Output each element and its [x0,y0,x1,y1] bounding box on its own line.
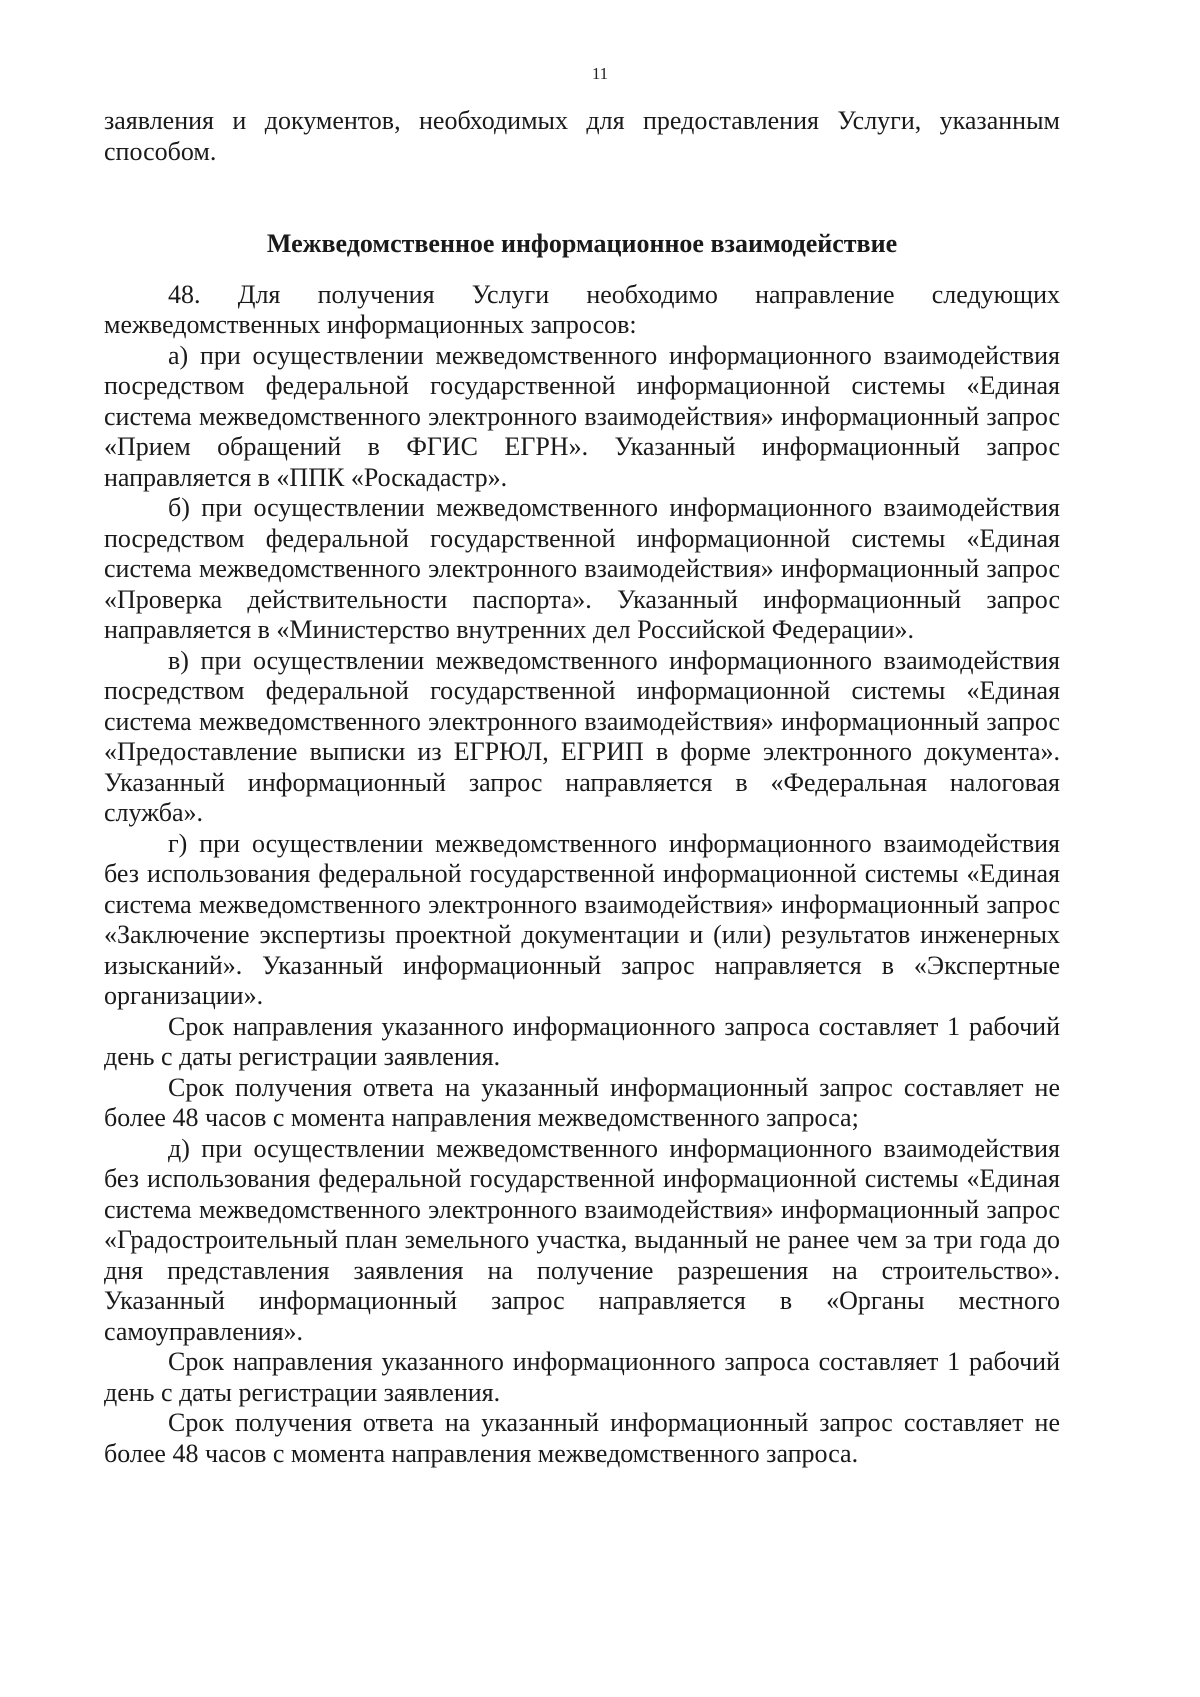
paragraph-intro: заявления и документов, необходимых для предоставления Услуги, указанным способом. [104,106,1060,166]
paragraph-item-b: б) при осуществлении межведомственного информационного взаимодействия посредством федеральной государственной информационной системы «Единая система межведомственного электронного взаимодействия» информационный запрос «Проверка действительности паспорта». Указанный информационный запрос направляется в «Министерство внутренних дел Российской Федерации». [104,493,1060,644]
section-heading: Межведомственное информационное взаимодействие [266,229,898,258]
paragraph-48: 48. Для получения Услуги необходимо направление следующих межведомственных информационных запросов: [104,279,1060,339]
paragraph-item-d: д) при осуществлении межведомственного информационного взаимодействия без использования федеральной государственной информационной системы «Единая система межведомственного электронного взаимодействия» информационный запрос «Градостроительный план земельного участка, выданный не ранее чем за три года до дня представления заявления на получение разрешения на строительство». Указанный информационный запрос направляется в «Органы местного самоуправления». [104,1133,1060,1346]
paragraph-term-send-g: Срок направления указанного информационного запроса составляет 1 рабочий день с даты регистрации заявления. [104,1011,1060,1071]
paragraph-item-g: г) при осуществлении межведомственного информационного взаимодействия без использования федеральной государственной информационной системы «Единая система межведомственного электронного взаимодействия» информационный запрос «Заключение экспертизы проектной документации и (или) результатов инженерных изысканий». Указанный информационный запрос направляется в «Экспертные организации». [104,828,1060,1010]
paragraph-term-reply-g: Срок получения ответа на указанный информационный запрос составляет не более 48 часов с момента направления межведомственного запроса; [104,1072,1060,1132]
paragraph-item-a: а) при осуществлении межведомственного информационного взаимодействия посредством федеральной государственной информационной системы «Единая система межведомственного электронного взаимодействия» информационный запрос «Прием обращений в ФГИС ЕГРН». Указанный информационный запрос направляется в «ППК «Роскадастр». [104,340,1060,492]
page-number: 11 [591,64,609,83]
document-body [104,106,1060,1469]
paragraph-term-reply-d: Срок получения ответа на указанный информационный запрос составляет не более 48 часов с момента направления межведомственного запроса. [104,1408,1060,1468]
paragraph-term-send-d: Срок направления указанного информационного запроса составляет 1 рабочий день с даты регистрации заявления. [104,1347,1060,1407]
paragraph-item-v: в) при осуществлении межведомственного информационного взаимодействия посредством федеральной государственной информационной системы «Единая система межведомственного электронного взаимодействия» информационный запрос «Предоставление выписки из ЕГРЮЛ, ЕГРИП в форме электронного документа». Указанный информационный запрос направляется в «Федеральная налоговая служба». [104,645,1060,827]
